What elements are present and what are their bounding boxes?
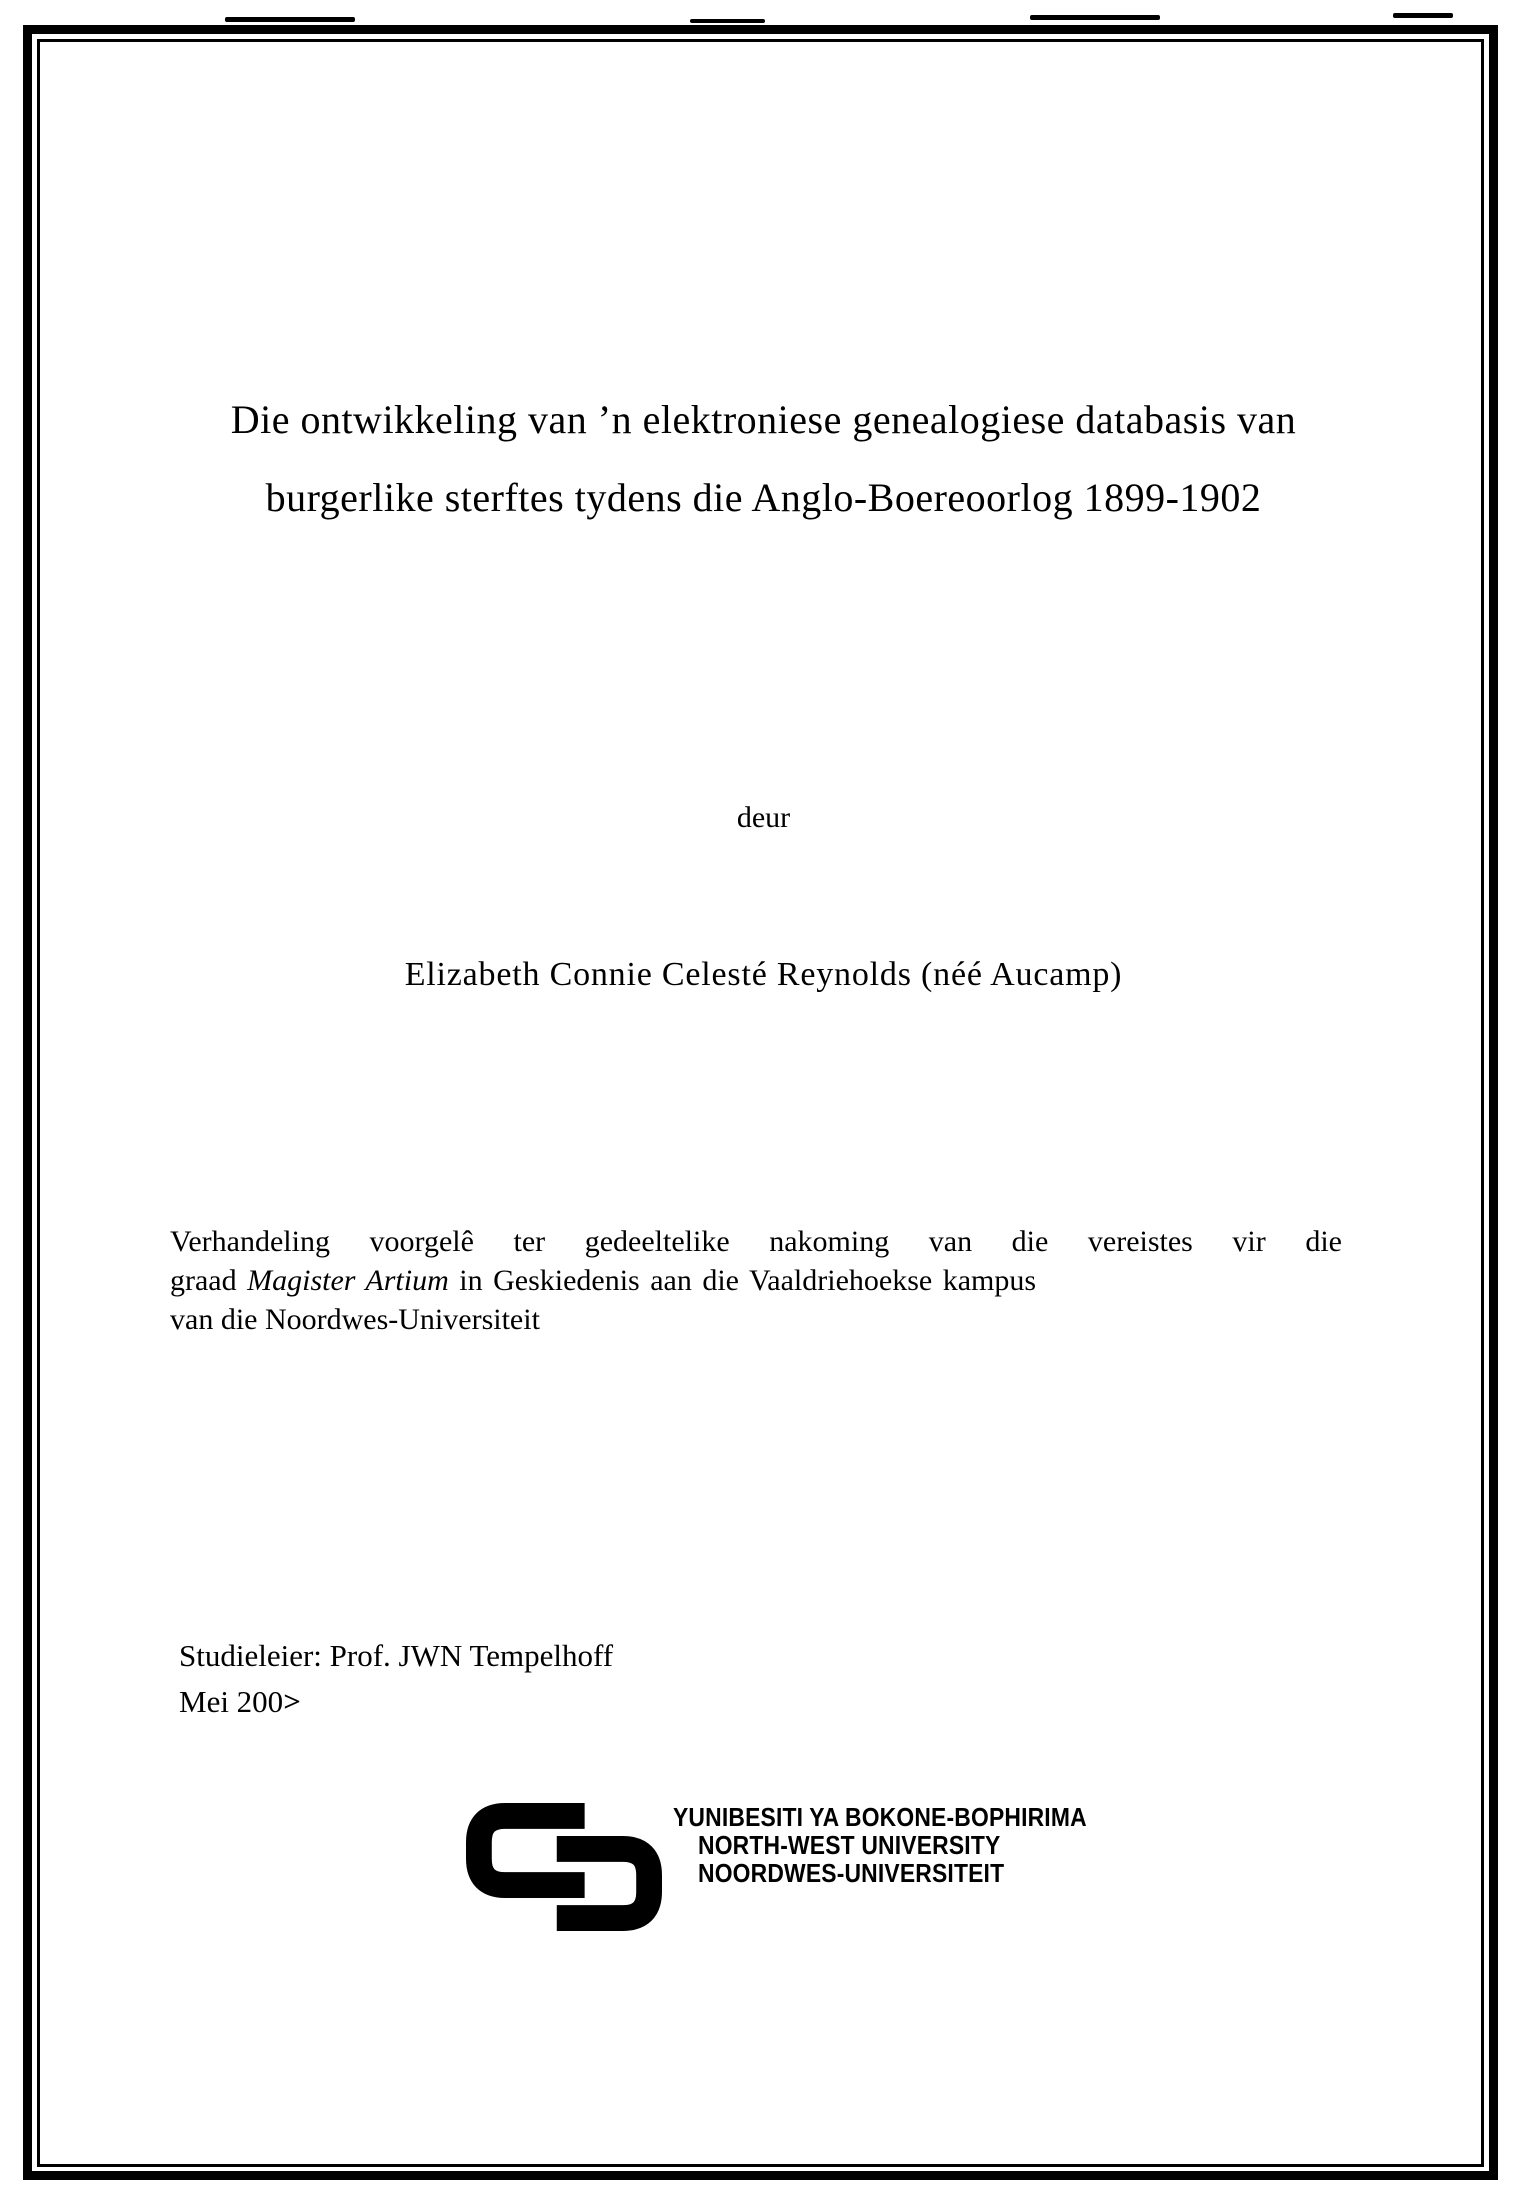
university-wordmark <box>673 1803 1143 1887</box>
submission-line2-suffix: in Geskiedenis aan die Vaaldriehoekse kampus <box>448 1264 1037 1297</box>
logo-line-afrikaans: NOORDWES-UNIVERSITEIT <box>698 1858 1005 1888</box>
scan-artifact <box>1030 15 1160 20</box>
degree-name-italic: Magister Artium <box>247 1264 449 1297</box>
thesis-title-line1: Die ontwikkeling van ’n elektroniese genealogiese databasis van <box>230 397 1297 442</box>
interlocked-links-icon <box>466 1803 662 1931</box>
byline-deur: deur <box>736 801 791 834</box>
thesis-title-line2: burgerlike sterftes tydens die Anglo-Boereoorlog 1899-1902 <box>265 475 1262 520</box>
logo-line-english: NORTH-WEST UNIVERSITY <box>698 1830 1001 1860</box>
author-name: Elizabeth Connie Celesté Reynolds (néé Aucamp) <box>404 956 1123 993</box>
distorted-seven-glyph: > <box>283 1685 301 1718</box>
submission-line2 <box>170 1261 1342 1300</box>
submission-line3: van die Noordwes-Universiteit <box>170 1303 540 1336</box>
north-west-university-logo <box>460 1800 1100 1940</box>
submission-statement <box>170 1222 1342 1339</box>
submission-line1: Verhandeling voorgelê ter gedeeltelike nakoming van die vereistes vir die <box>170 1225 1342 1258</box>
scan-artifact <box>690 19 765 23</box>
scan-artifact <box>1393 13 1453 18</box>
supervisor-line: Studieleier: Prof. JWN Tempelhoff <box>179 1638 614 1673</box>
date-prefix: Mei 200 <box>179 1684 284 1719</box>
submission-line2-prefix: graad <box>170 1264 248 1297</box>
logo-line-setswana: YUNIBESITI YA BOKONE-BOPHIRIMA <box>673 1802 1087 1832</box>
date-line <box>179 1684 301 1720</box>
scan-artifact <box>225 17 355 22</box>
